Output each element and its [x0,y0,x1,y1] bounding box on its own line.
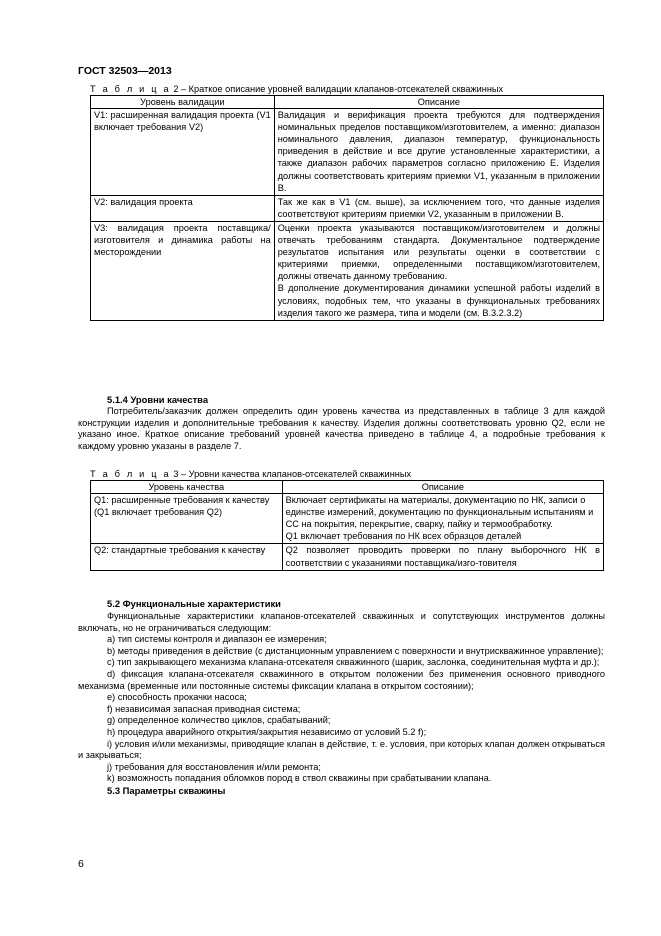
table3-cell-paragraph: Q1 включает требования по НК всех образцов деталей [285,531,522,542]
table2-cell-level: V3: валидация проекта поставщика/изготовителя и динамика работы на месторождении [91,221,275,320]
page-number: 6 [78,858,84,870]
list-item: i) условия и/или механизмы, приводящие клапан в действие, т. е. условия, при которых клапан должен открываться и закрываться; [78,738,605,761]
table-row [91,544,604,570]
list-item: k) возможность попадания обломков пород в ствол скважины при срабатывании клапана. [107,773,492,784]
list-item: d) фиксация клапана-отсекателя скважинного в открытом положении без применения основного приводного механизма (временные или постоянные системы фиксации клапана в открытом состоянии); [78,668,605,691]
table2-header-description: Описание [274,96,603,109]
table3-cell-description [282,494,603,544]
document-header: ГОСТ 32503—2013 [78,65,172,77]
table2-cell-paragraph: В дополнение документирования динамики успешной работы изделий в условиях, подобных тем, что указаны в функциональных требованиях изделия такого же размера, типа и модели (см. В.3.2.3.2) [277,283,600,318]
paragraph: Функциональные характеристики клапанов-отсекателей скважинных и сопутствующих инструментов должны включать, но не ограничиваться следующим: [78,611,605,633]
section-5-3-heading: 5.3 Параметры скважины [107,784,226,796]
table2-cell-description: Так же как в V1 (см. выше), за исключением того, что данные изделия соответствуют критериям приемки V2, указанным в приложении В. [274,195,603,221]
section-5-1-4-body [78,406,605,452]
list-item: e) способность прокачки насоса; [107,692,247,703]
list-item: b) методы приведения в действие (с дистанционным управлением с поверхности и внутрискважинное управление); [107,645,604,656]
table-row [91,221,604,320]
table3-header-row [91,481,604,494]
table2-cell-description [274,221,603,320]
table3-cell-level: Q2: стандартные требования к качеству [91,544,283,570]
table3-caption-text: 3 – Уровни качества клапанов-отсекателей скважинных [173,469,412,479]
list-item: а) тип системы контроля и диапазон ее измерения; [107,634,327,645]
table3-header-level: Уровень качества [91,481,283,494]
table3-header-description: Описание [282,481,603,494]
table3 [90,480,604,571]
list-item: f) независимая запасная приводная система; [107,703,301,714]
table3-cell-description: Q2 позволяет проводить проверки по плану выборочного НК в соответствии с указаниями поставщика/изго-товителя [282,544,603,570]
table2-cell-level: V1: расширенная валидация проекта (V1 включает требования V2) [91,109,275,196]
table2-cell-paragraph: Оценки проекта указываются поставщиком/изготовителем и должны отвечать требованиям стандарта. Документальное подтверждение результатов испытания или результаты оценки в соответствии с критериями приемки, определенными поставщиком/изготовителем, должны отвечать данному требованию. [277,222,600,282]
table2-header-level: Уровень валидации [91,96,275,109]
table2 [90,95,604,321]
table-row [91,109,604,196]
table3-caption-lead: Т а б л и ц а [90,469,171,479]
list-item: c) тип закрывающего механизма клапана-отсекателя скважинного (шарик, заслонка, соединительная муфта и др.); [107,657,600,668]
table-row [91,195,604,221]
table3-caption [90,469,411,479]
table2-cell-level: V2: валидация проекта [91,195,275,221]
table2-caption-lead: Т а б л и ц а [90,84,171,94]
section-5-1-4-heading: 5.1.4 Уровни качества [107,394,209,405]
section-5-2-heading: 5.2 Функциональные характеристики [107,598,281,609]
section-5-2-body [78,611,605,797]
table2-cell-description: Валидация и верификация проекта требуются для подтверждения номинальных пределов поставщиком/изготовителем, а именно: диапазон номинального давления, диапазон температур, функциональность приведения в действие и все другие установленные характеристики, а также диапазон рабочих параметров согласно приложению Е. Изделия должны соответствовать критериям приемки V1, указанным в приложении В. [274,109,603,196]
table3-cell-paragraph: Включает сертификаты на материалы, документацию по НК, записи о единстве измерений, документацию по функциональным испытаниям и СС на покрытия, перекрытие, сварку, пайку и термообработку. [285,495,594,530]
table-row [91,494,604,544]
list-item: h) процедура аварийного открытия/закрытия независимо от условий 5.2 f); [107,726,427,737]
list-item: g) определенное количество циклов, срабатываний; [107,715,331,726]
list-item: j) требования для восстановления и/или ремонта; [107,761,321,772]
paragraph: Потребитель/заказчик должен определить один уровень качества из представленных в таблице 3 для каждой конструкции изделия и дополнительные требования к качеству. Изделия должны соответствовать уровню Q2, если не указано иное. Краткое описание требований уровней качества приведено в таблице 4, а подробные требования к каждому уровню указаны в разделе 7. [78,406,605,451]
table3-cell-level: Q1: расширенные требования к качеству (Q1 включает требования Q2) [91,494,283,544]
table2-caption [90,84,503,94]
table2-caption-text: 2 – Краткое описание уровней валидации клапанов-отсекателей скважинных [173,84,504,94]
table2-header-row [91,96,604,109]
